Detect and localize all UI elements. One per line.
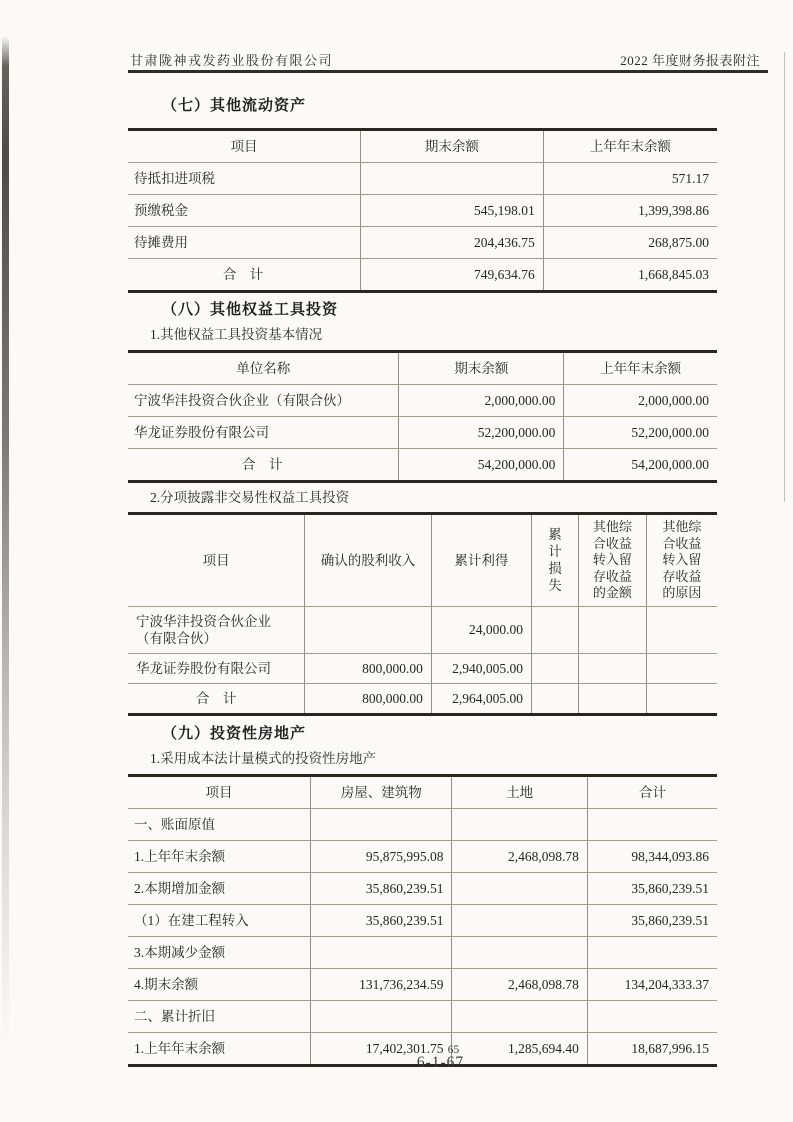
column-header: 土地 [452, 775, 587, 808]
row-label-cell: 华龙证券股份有限公司 [128, 417, 399, 449]
value-cell: 52,200,000.00 [399, 417, 564, 449]
other-current-assets-table [128, 128, 717, 293]
value-cell [587, 808, 717, 840]
section-heading-other-current-assets: （七）其他流动资产 [162, 98, 307, 114]
value-cell [531, 683, 578, 714]
row-label-cell: 1.上年年末余额 [128, 840, 311, 872]
row-label-cell: 一、账面原值 [128, 808, 311, 840]
column-header: 合计 [587, 775, 717, 808]
equity-investments-table [128, 350, 717, 483]
value-cell: 35,860,239.51 [311, 872, 452, 904]
value-cell: 24,000.00 [431, 606, 531, 653]
document-title: 2022 年度财务报表附注 [620, 53, 760, 68]
column-header: 上年年末余额 [543, 130, 717, 163]
value-cell: 95,875,995.08 [311, 840, 452, 872]
row-label-cell: 二、累计折旧 [128, 1000, 311, 1032]
header-rule [128, 70, 768, 73]
value-cell: 800,000.00 [305, 683, 432, 714]
row-label-cell: 待摊费用 [128, 227, 361, 259]
value-cell: 131,736,234.59 [311, 968, 452, 1000]
table-header-row [128, 130, 717, 163]
section-heading-other-equity-investments: （八）其他权益工具投资 [162, 302, 339, 318]
row-label-cell: 合 计 [241, 457, 283, 472]
footer-page-number: 65 [447, 1044, 460, 1056]
value-cell: 54,200,000.00 [399, 449, 564, 482]
column-header: 确认的股利收入 [305, 514, 432, 607]
footer-doc-code: 6-1-67 [416, 1054, 465, 1071]
table-row [128, 195, 717, 227]
row-label-cell: 待抵扣进项税 [128, 163, 361, 195]
value-cell: 268,875.00 [543, 227, 717, 259]
value-cell: 2,940,005.00 [431, 653, 531, 683]
page-footer [44, 1044, 793, 1071]
value-cell [452, 904, 587, 936]
row-label-cell: 1.上年年末余额 [134, 1040, 226, 1056]
value-cell [452, 872, 587, 904]
table-row [128, 653, 717, 683]
value-cell [311, 1000, 452, 1032]
value-cell [579, 683, 647, 714]
table-row [128, 872, 717, 904]
value-cell [646, 653, 717, 683]
scan-binding-edge-artifact [2, 36, 9, 1048]
value-cell [579, 653, 647, 683]
column-header: 单位名称 [128, 352, 399, 385]
table-row [128, 259, 717, 292]
column-header: 其他综合收益转入留存收益的金额 [579, 514, 647, 607]
value-cell [587, 936, 717, 968]
value-cell: 134,204,333.37 [587, 968, 717, 1000]
table-row [128, 936, 717, 968]
scan-page-edge-line [784, 52, 785, 502]
table-header-row [128, 775, 717, 808]
row-label-cell: 3.本期减少金额 [128, 936, 311, 968]
column-header: 期末余额 [399, 352, 564, 385]
value-cell [531, 653, 578, 683]
column-header: 累计损失 [531, 514, 578, 607]
value-cell [452, 936, 587, 968]
value-cell: 204,436.75 [361, 227, 544, 259]
value-cell [452, 808, 587, 840]
value-cell [587, 1000, 717, 1032]
value-cell: 1,668,845.03 [543, 259, 717, 292]
value-cell [531, 606, 578, 653]
value-cell: 545,198.01 [361, 195, 544, 227]
table-row [128, 1000, 717, 1032]
table-row [128, 385, 717, 417]
column-header: 房屋、建筑物 [311, 775, 452, 808]
page-content [128, 88, 717, 1067]
value-cell: 2,000,000.00 [564, 385, 717, 417]
company-name: 甘肃陇神戎发药业股份有限公司 [130, 53, 334, 68]
value-cell: 2,468,098.78 [452, 840, 587, 872]
table-row [128, 840, 717, 872]
value-cell: 35,860,239.51 [311, 904, 452, 936]
value-cell: 2,468,098.78 [452, 968, 587, 1000]
row-label-cell: 4.期末余额 [128, 968, 311, 1000]
column-header: 项目 [128, 130, 361, 163]
column-header: 上年年末余额 [564, 352, 717, 385]
table-row [128, 417, 717, 449]
value-cell: 35,860,239.51 [587, 872, 717, 904]
table-row [128, 904, 717, 936]
table-row [128, 683, 717, 714]
row-label-cell: 合 计 [195, 690, 237, 706]
value-cell: 749,634.76 [361, 259, 544, 292]
value-cell: 2,964,005.00 [431, 683, 531, 714]
value-cell: 2,000,000.00 [399, 385, 564, 417]
section-heading-investment-property: （九）投资性房地产 [162, 725, 307, 742]
value-cell: 800,000.00 [305, 653, 432, 683]
row-label-cell: 预缴税金 [128, 195, 361, 227]
table-row [128, 808, 717, 840]
row-label-cell: （1）在建工程转入 [128, 904, 311, 936]
value-cell: 35,860,239.51 [587, 904, 717, 936]
non-trading-equity-table [128, 512, 717, 716]
value-cell [305, 606, 432, 653]
value-cell [311, 936, 452, 968]
value-cell: 52,200,000.00 [564, 417, 717, 449]
value-cell [361, 163, 544, 195]
value-cell [646, 683, 717, 714]
value-cell: 17,402,301.75 [311, 1032, 452, 1065]
table-header-row [128, 352, 717, 385]
value-cell [452, 1000, 587, 1032]
subsection-label-non-trading-equity: 2.分项披露非交易性权益工具投资 [150, 490, 350, 505]
value-cell: 571.17 [543, 163, 717, 195]
column-header: 其他综合收益转入留存收益的原因 [646, 514, 717, 607]
value-cell [311, 808, 452, 840]
value-cell [579, 606, 647, 653]
value-cell: 18,687,996.15 [587, 1032, 717, 1065]
row-label-cell: 华龙证券股份有限公司 [128, 653, 305, 683]
table-row [128, 968, 717, 1000]
row-label-cell: 宁波华沣投资合伙企业（有限合伙） [128, 606, 305, 653]
column-header: 项目 [128, 514, 305, 607]
table-row [128, 606, 717, 653]
row-label-cell: 合 计 [222, 267, 264, 282]
value-cell [646, 606, 717, 653]
row-label-cell: 宁波华沣投资合伙企业（有限合伙） [128, 385, 399, 417]
column-header: 项目 [128, 775, 311, 808]
subsection-label-equity-basic: 1.其他权益工具投资基本情况 [150, 327, 323, 342]
column-header: 累计利得 [431, 514, 531, 607]
value-cell: 1,285,694.40 [452, 1032, 587, 1065]
table-header-row [128, 514, 717, 607]
column-header: 期末余额 [361, 130, 544, 163]
table-row [128, 163, 717, 195]
row-label-cell: 2.本期增加金额 [128, 872, 311, 904]
table-row [128, 449, 717, 482]
value-cell: 1,399,398.86 [543, 195, 717, 227]
value-cell: 98,344,093.86 [587, 840, 717, 872]
investment-property-table [128, 774, 717, 1067]
page-header [130, 50, 760, 69]
value-cell: 54,200,000.00 [564, 449, 717, 482]
table-row [128, 227, 717, 259]
subsection-label-cost-method: 1.采用成本法计量模式的投资性房地产 [150, 750, 377, 766]
